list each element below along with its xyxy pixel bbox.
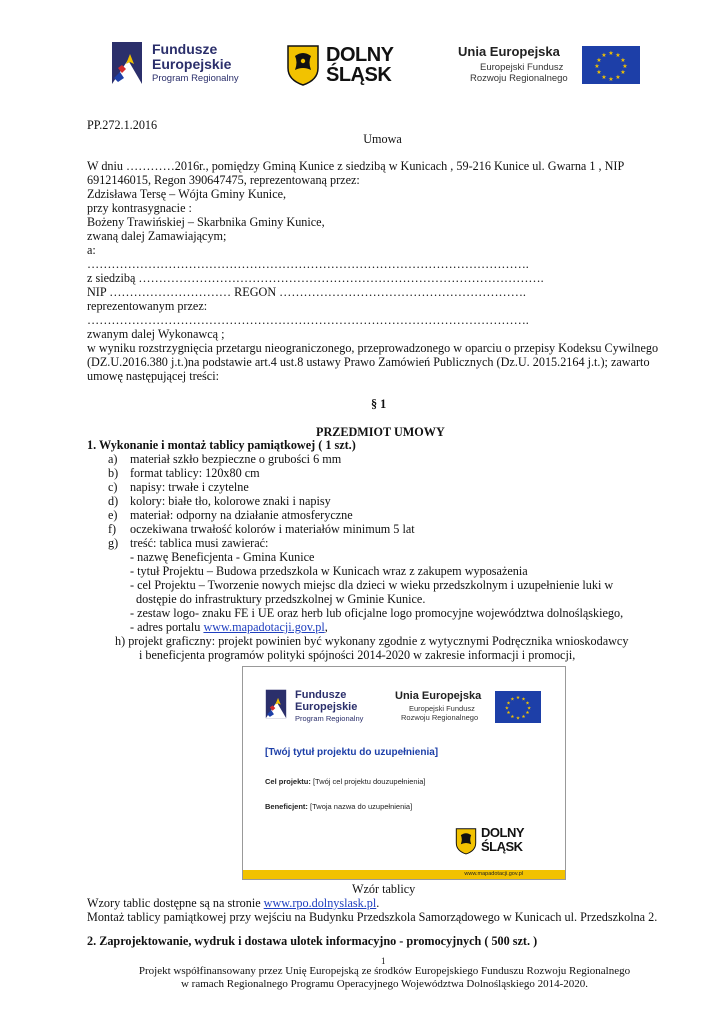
list-item: oczekiwana trwałość kolorów i materiałów minimum 5 lat (130, 522, 415, 536)
svg-text:★: ★ (510, 715, 515, 721)
montage-line: Montaż tablicy pamiątkowej przy wejściu na Budynku Przedszkola Samorządowego w Kunicach ul. Przedszkolna 2. (87, 910, 658, 924)
portal-suffix: , (324, 620, 328, 634)
para-basis-3: umowę następującej treści: (87, 369, 219, 383)
board-goal-value: [Twój cel projektu douzupełnienia] (312, 777, 426, 786)
para-and: a: (87, 243, 96, 257)
content-logos: - zestaw logo- znaku FE i UE oraz herb lub oficjalne logo promocyjne województwa dolnośląskiego, (130, 606, 624, 620)
fe-logo-line1: Fundusze (152, 41, 218, 57)
list-item: materiał szkło bezpieczne o grubości 6 mm (130, 452, 342, 466)
ds-logo-line2: ŚLĄSK (326, 64, 392, 86)
board-fe-line1: Fundusze (295, 689, 347, 701)
svg-text:★: ★ (622, 63, 628, 70)
svg-text:★: ★ (620, 69, 626, 76)
list-marker: b) (108, 466, 119, 480)
content-project-goal-1: - cel Projektu – Tworzenie nowych miejsc dla dzieci w wieku przedszkolnym i uzupełnienie luki w (130, 578, 614, 592)
board-ue-line2: Europejski Fundusz (409, 704, 475, 713)
board-fe-line2: Europejskie (295, 701, 358, 713)
para-represented: reprezentowanym przez: (87, 299, 208, 313)
eu-stars (582, 46, 640, 84)
fe-star-icon (108, 38, 146, 88)
svg-text:★: ★ (615, 52, 621, 59)
svg-text:★: ★ (504, 706, 510, 712)
para-contractor: zwanym dalej Wykonawcą ; (87, 327, 225, 341)
para-ordering-party: zwaną dalej Zamawiającym; (87, 229, 227, 243)
templates-prefix: Wzory tablic dostępne są na stronie (87, 896, 264, 910)
list-marker: d) (108, 494, 119, 508)
blank-contractor-name: ………………………………………………………………………………………………. (87, 257, 529, 271)
page-number: 1 (381, 956, 386, 966)
svg-text:★: ★ (521, 697, 526, 703)
section-number: § 1 (371, 397, 387, 411)
board-footer-strip (243, 870, 565, 879)
svg-text:★: ★ (601, 74, 607, 81)
portal-link[interactable]: www.mapadotacji.gov.pl (203, 620, 325, 634)
fe-logo-line2: Europejskie (152, 56, 232, 72)
templates-link[interactable]: www.rpo.dolnyslask.pl (263, 896, 377, 910)
board-ds-line2: ŚLĄSK (481, 839, 523, 854)
svg-text:★: ★ (526, 706, 532, 712)
item-1-heading: 1. Wykonanie i montaż tablicy pamiątkowej ( 1 szt.) (87, 438, 356, 452)
board-goal (265, 777, 426, 786)
ue-logo-line2: Europejski Fundusz (480, 62, 564, 73)
eu-flag-icon (582, 46, 640, 84)
board-project-title: [Twój tytuł projektu do uzupełnienia] (265, 747, 439, 758)
portal-prefix: - adres portalu (130, 620, 204, 634)
para-treasurer: Bożeny Trawińskiej – Skarbnika Gminy Kunice, (87, 215, 325, 229)
svg-text:★: ★ (515, 716, 521, 722)
svg-text:★: ★ (601, 52, 607, 59)
list-marker: c) (108, 480, 118, 494)
svg-text:★: ★ (506, 701, 511, 707)
para-parties-1: W dniu …………2016r., pomiędzy Gminą Kunice z siedzibą w Kunicach , 59-216 Kunice ul. Gwarna 1 , NIP (87, 159, 625, 173)
board-footer-url: www.mapadotacji.gov.pl (464, 871, 523, 877)
ue-logo-line1: Unia Europejska (458, 44, 560, 59)
list-item: format tablicy: 120x80 cm (130, 466, 260, 480)
content-portal (130, 620, 328, 634)
footer-line-2: w ramach Regionalnego Programu Operacyjnego Województwa Dolnośląskiego 2014-2020. (180, 978, 589, 990)
list-item: treść: tablica musi zawierać: (130, 536, 269, 550)
board-ue-line1: Unia Europejska (395, 690, 482, 702)
para-parties-2: 6912146015, Regon 390647475, reprezentowaną przez: (87, 173, 360, 187)
svg-text:★: ★ (515, 696, 521, 702)
fe-star-icon (263, 687, 289, 721)
ds-logo (286, 44, 426, 86)
para-countersign: przy kontrasygnacie : (87, 201, 192, 215)
ds-logo-line1: DOLNY (326, 44, 394, 66)
header-logos (0, 0, 725, 100)
doc-reference: PP.272.1.2016 (87, 118, 158, 132)
board-ue-line3: Rozwoju Regionalnego (401, 713, 479, 722)
para-basis-1: w wyniku rozstrzygnięcia przetargu nieograniczonego, przeprowadzonego w oparciu o przepisy Kodeksu Cywilnego (87, 341, 659, 355)
svg-text:★: ★ (506, 711, 511, 717)
content-project-title: - tytuł Projektu – Budowa przedszkola w Kunicach wraz z zakupem wyposażenia (130, 564, 528, 578)
list-marker: f) (108, 522, 117, 536)
para-basis-2: (DZ.U.2016.380 j.t.)na podstawie art.4 ust.8 ustawy Prawo Zamówień Publicznych (Dz.U. 2015.2164 j.t.); zawarto (87, 355, 650, 369)
svg-text:★: ★ (620, 57, 626, 64)
item-2-heading: 2. Zaprojektowanie, wydruk i dostawa ulotek informacyjno - promocyjnych ( 500 szt. ) (87, 934, 538, 948)
list-item: materiał: odporny na działanie atmosferyczne (130, 508, 353, 522)
svg-text:★: ★ (608, 76, 614, 83)
svg-text:★: ★ (608, 50, 614, 57)
board-ben-label: Beneficjent: (265, 802, 308, 811)
list-item: kolory: białe tło, kolorowe znaki i napisy (130, 494, 331, 508)
templates-line (87, 896, 379, 910)
board-ds-line1: DOLNY (481, 825, 524, 840)
para-mayor: Zdzisława Tersę – Wójta Gminy Kunice, (87, 187, 287, 201)
coat-of-arms-icon (455, 827, 477, 855)
doc-title: Umowa (363, 132, 402, 146)
board-template-image (242, 666, 566, 880)
svg-text:★: ★ (510, 697, 515, 703)
list-marker: a) (108, 452, 118, 466)
board-fe-line3: Program Regionalny (295, 714, 364, 723)
content-beneficiary: - nazwę Beneficjenta - Gmina Kunice (130, 550, 315, 564)
ue-logo-line3: Rozwoju Regionalnego (470, 73, 568, 84)
fe-logo (108, 38, 258, 88)
board-goal-label: Cel projektu: (265, 777, 311, 786)
content-project-goal-2: dostępie do infrastruktury przedszkolnej w Gminie Kunice. (136, 592, 426, 606)
section-title: PRZEDMIOT UMOWY (316, 425, 445, 439)
svg-text:★: ★ (525, 711, 530, 717)
svg-text:★: ★ (596, 69, 602, 76)
blank-representative: ………………………………………………………………………………………………. (87, 313, 529, 327)
coat-of-arms-icon (286, 44, 320, 86)
blank-contractor-seat: z siedzibą ………………………………………………………………………………………. (87, 271, 544, 285)
list-item: napisy: trwałe i czytelne (130, 480, 249, 494)
item-h-2: i beneficjenta programów polityki spójności 2014-2020 w zakresie informacji i promocji, (139, 648, 576, 662)
svg-text:★: ★ (525, 701, 530, 707)
fe-logo-line3: Program Regionalny (152, 73, 239, 84)
svg-text:★: ★ (615, 74, 621, 81)
board-ben-value: [Twoja nazwa do uzupełnienia] (310, 802, 413, 811)
eu-flag-icon (495, 691, 541, 723)
svg-text:★: ★ (594, 63, 600, 70)
list-marker: e) (108, 508, 118, 522)
templates-suffix: . (376, 896, 380, 910)
board-caption: Wzór tablicy (352, 882, 416, 896)
svg-text:★: ★ (521, 715, 526, 721)
eu-stars (495, 691, 541, 723)
ue-logo (458, 44, 638, 86)
footer-line-1: Projekt współfinansowany przez Unię Europejską ze środków Europejskiego Funduszu Rozwoju Regionalnego (138, 965, 631, 977)
list-marker: g) (108, 536, 119, 550)
item-h-1: h) projekt graficzny: projekt powinien być wykonany zgodnie z wytycznymi Podręcznika wnioskodawcy (115, 634, 629, 648)
board-beneficiary (265, 802, 412, 811)
blank-contractor-nip: NIP ………………………… REGON ……………………………………………………. (87, 285, 526, 299)
svg-text:★: ★ (596, 57, 602, 64)
